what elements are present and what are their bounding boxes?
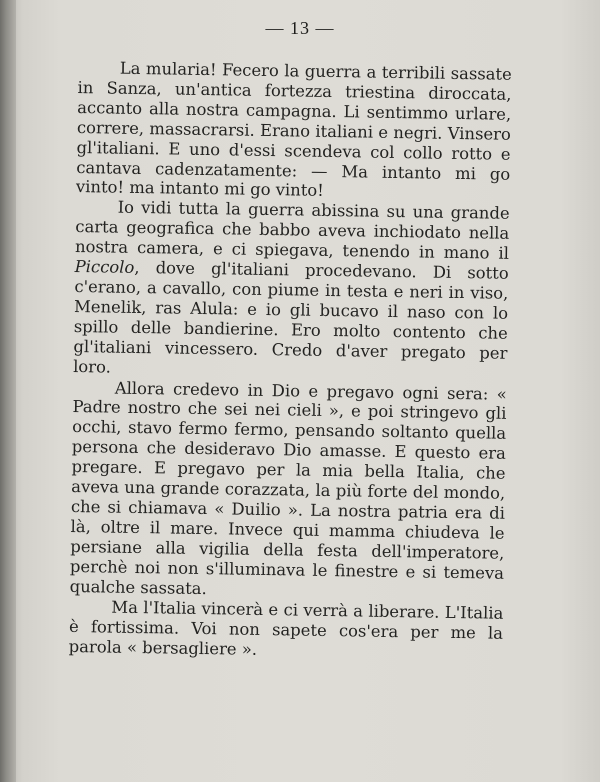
page-body-text bbox=[69, 58, 512, 664]
paragraph-guerra-abissina bbox=[73, 197, 510, 383]
paragraph-text: , dove gl'italiani procedevano. Di sotto c'erano, a cavallo, con piume in testa e neri in viso, Menelik, ras Alula: e io gli bucavo il naso con lo spillo delle bandierine. Ero molto contento che gl'italiani vincessero. Credo d'aver pregato per loro. bbox=[73, 257, 509, 377]
paragraph-italia-vincera: Ma l'Italia vincerà e ci verrà a liberare. L'Italia è fortissima. Voi non sapete cos'era per me la parola « bersagliere ». bbox=[68, 598, 504, 660]
newspaper-title: Piccolo bbox=[74, 257, 135, 277]
paragraph-mularia: La mularia! Fecero la guerra a terribili sassate in Sanza, un'antica fortezza triestina diroccata, accanto alla nostra campagna. Li sentimmo urlare, correre, massacrarsi. Erano italiani e negri. Vinsero gl'italiani. E uno d'essi scendeva col collo rotto e cantava cadenzatamente: — Ma intanto mi go vinto! ma intanto mi go vinto! bbox=[75, 58, 512, 201]
paragraph-pregare: Allora credevo in Dio e pregavo ogni sera: « Padre nostro che sei nei cieli », e poi stringevo gli occhi, stavo fermo fermo, pensando soltanto quella persona che desideravo Dio amasse. E questo era pregare. E pregavo per la mia bella Italia, che aveva una grande corazzata, la più forte del mondo, che si chiamava « Duilio ». La nostra patria era di là, oltre il mare. Invece qui mamma chiudeva le persiane alla vigilia della festa dell'imperatore, perchè noi non s'illuminava le finestre e si temeva qualche sassata. bbox=[69, 378, 507, 598]
page-binding-edge bbox=[0, 0, 16, 782]
page-number: — 13 — bbox=[265, 18, 335, 38]
paragraph-text: Io vidi tutta la guerra abissina su una grande carta geografica che babbo aveva inchiodato nella nostra camera, e ci spiegava, tenendo in mano il bbox=[74, 197, 510, 263]
